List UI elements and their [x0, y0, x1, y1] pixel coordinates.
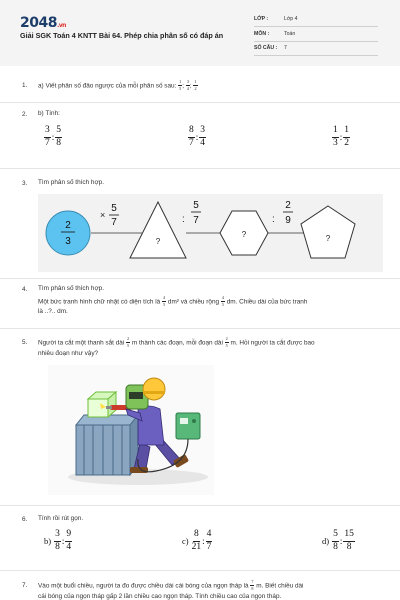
- question-4-number: 4.: [22, 286, 28, 293]
- fraction: $\frac{3}{8}$: [55, 529, 60, 552]
- fraction: $\frac{4}{5}$: [221, 295, 224, 308]
- fraction: $\frac{2}{5}$: [127, 336, 130, 349]
- logo-text: 2048: [20, 15, 57, 31]
- step-3-operator: :: [272, 214, 275, 225]
- fraction: $\frac{15}{8}$: [344, 529, 354, 552]
- fraction: $\frac{4}{7}$: [206, 529, 212, 552]
- question-2-text: b) Tính:: [38, 110, 60, 117]
- fraction: $\frac{1}{2}$: [194, 79, 197, 92]
- operator: :: [51, 132, 55, 142]
- fraction: $\frac{4}{5}$: [163, 295, 166, 308]
- question-5-body: Người ta cắt một thanh sắt dài $\frac{2}{5}$ m thành các đoạn, mỗi đoạn dài $\frac{2}{5}$ m. Hỏi người ta cắt được bao: [38, 336, 315, 349]
- question-1-prompt: a) Viết phân số đảo ngược của mỗi phân số sau:: [38, 82, 177, 90]
- question-6-number: 6.: [22, 516, 28, 523]
- question-3-number: 3.: [22, 180, 28, 187]
- page-header: [0, 0, 400, 66]
- meta-key: LỚP :: [254, 16, 269, 22]
- question-1-number: 1.: [22, 82, 28, 89]
- logo-suffix: .vn: [56, 22, 66, 29]
- question-7-number: 7.: [22, 582, 28, 589]
- fraction: $\frac{1}{2}$: [344, 125, 350, 148]
- item-label: b): [44, 536, 52, 546]
- division-expression: [182, 530, 212, 552]
- meta-question-count: [254, 42, 378, 56]
- step-3-numerator: 2: [285, 200, 291, 211]
- site-logo[interactable]: [20, 15, 66, 31]
- meta-value: Toán: [284, 31, 296, 37]
- division-expression: [188, 126, 206, 148]
- step-2-operator: :: [182, 214, 185, 225]
- meta-grade: [254, 13, 378, 27]
- question-7-line-2: cái bóng của ngọn tháp gấp 2 lần chiều cao ngọn tháp. Tính chiều cao của ngọn tháp.: [38, 593, 282, 600]
- fraction: $\frac{3}{4}$: [186, 79, 189, 92]
- division-expression: [44, 126, 62, 148]
- question-1-text: a) Viết phân số đảo ngược của mỗi phân số sau: $\frac{1}{5}$ ; $\frac{3}{4}$ ; $\frac{1}{2}$: [38, 79, 197, 92]
- fraction: $\frac{1}{3}$: [333, 125, 338, 148]
- fraction: $\frac{8}{7}$: [189, 125, 194, 148]
- question-6-text: Tính rồi rút gọn.: [38, 515, 84, 522]
- divider: [0, 328, 400, 329]
- unknown-mark: ?: [325, 234, 331, 243]
- fraction: $\frac{5}{8}$: [333, 529, 338, 552]
- division-expression: [322, 530, 355, 552]
- start-denominator: 3: [65, 236, 71, 247]
- item-label: d): [322, 536, 330, 546]
- metal-crate: [76, 415, 138, 475]
- fraction: $\frac{9}{4}$: [66, 529, 72, 552]
- question-5-number: 5.: [22, 339, 28, 346]
- operator: :: [202, 536, 205, 546]
- question-5-line-2: nhiêu đoạn như vậy?: [38, 350, 99, 357]
- question-4-answer-line: là ..?.. dm.: [38, 308, 68, 315]
- fraction: $\frac{3}{4}$: [200, 125, 206, 148]
- step-1-denominator: 7: [111, 217, 117, 228]
- step-1-numerator: 5: [111, 203, 117, 214]
- start-circle: [46, 211, 90, 255]
- unknown-mark: ?: [155, 237, 161, 246]
- fraction: $\frac{5}{8}$: [56, 125, 62, 148]
- fraction: $\frac{1}{5}$: [179, 79, 182, 92]
- start-numerator: 2: [65, 220, 71, 231]
- divider: [0, 102, 400, 103]
- operator: :: [61, 536, 65, 546]
- fraction: $\frac{2}{5}$: [225, 336, 228, 349]
- document-title: Giải SGK Toán 4 KNTT Bài 64. Phép chia phân số có đáp án: [20, 31, 224, 40]
- operator: :: [195, 132, 199, 142]
- unknown-mark: ?: [241, 230, 247, 239]
- step-2-numerator: 5: [193, 200, 199, 211]
- question-2-number: 2.: [22, 111, 28, 118]
- division-expression: [44, 530, 72, 552]
- divider: [0, 278, 400, 279]
- meta-subject: [254, 28, 378, 42]
- divider: [0, 505, 400, 506]
- meta-value: Lớp 4: [284, 16, 298, 22]
- item-label: c): [182, 536, 189, 546]
- fraction: $\frac{3}{7}$: [45, 125, 50, 148]
- division-expression: [332, 126, 350, 148]
- question-4-body: Một bức tranh hình chữ nhật có diện tích là $\frac{4}{5}$ dm² và chiều rộng $\frac{4}{5}$ dm. Chiều dài của bức tranh: [38, 295, 308, 308]
- meta-key: SỐ CÂU :: [254, 45, 278, 51]
- fraction-chain-diagram: [38, 194, 383, 272]
- welder-illustration: [48, 365, 214, 495]
- divider: [0, 168, 400, 169]
- fraction: $\frac{8}{21}$: [191, 529, 202, 552]
- meta-value: 7: [284, 45, 287, 51]
- question-3-text: Tìm phân số thích hợp.: [38, 179, 105, 186]
- operator: :: [339, 132, 343, 142]
- step-3-denominator: 9: [285, 215, 291, 226]
- question-4-text: Tìm phân số thích hợp.: [38, 285, 105, 292]
- meta-key: MÔN :: [254, 31, 270, 37]
- step-2-denominator: 7: [193, 215, 199, 226]
- question-7-body: Vào một buổi chiều, người ta đo được chiều dài cái bóng của ngọn tháp là $\frac{7}{8}$ m. Biết chiều dài: [38, 579, 304, 592]
- step-1-operator: ×: [100, 210, 106, 220]
- operator: :: [339, 536, 343, 546]
- divider: [0, 570, 400, 571]
- fraction: $\frac{7}{8}$: [251, 579, 254, 592]
